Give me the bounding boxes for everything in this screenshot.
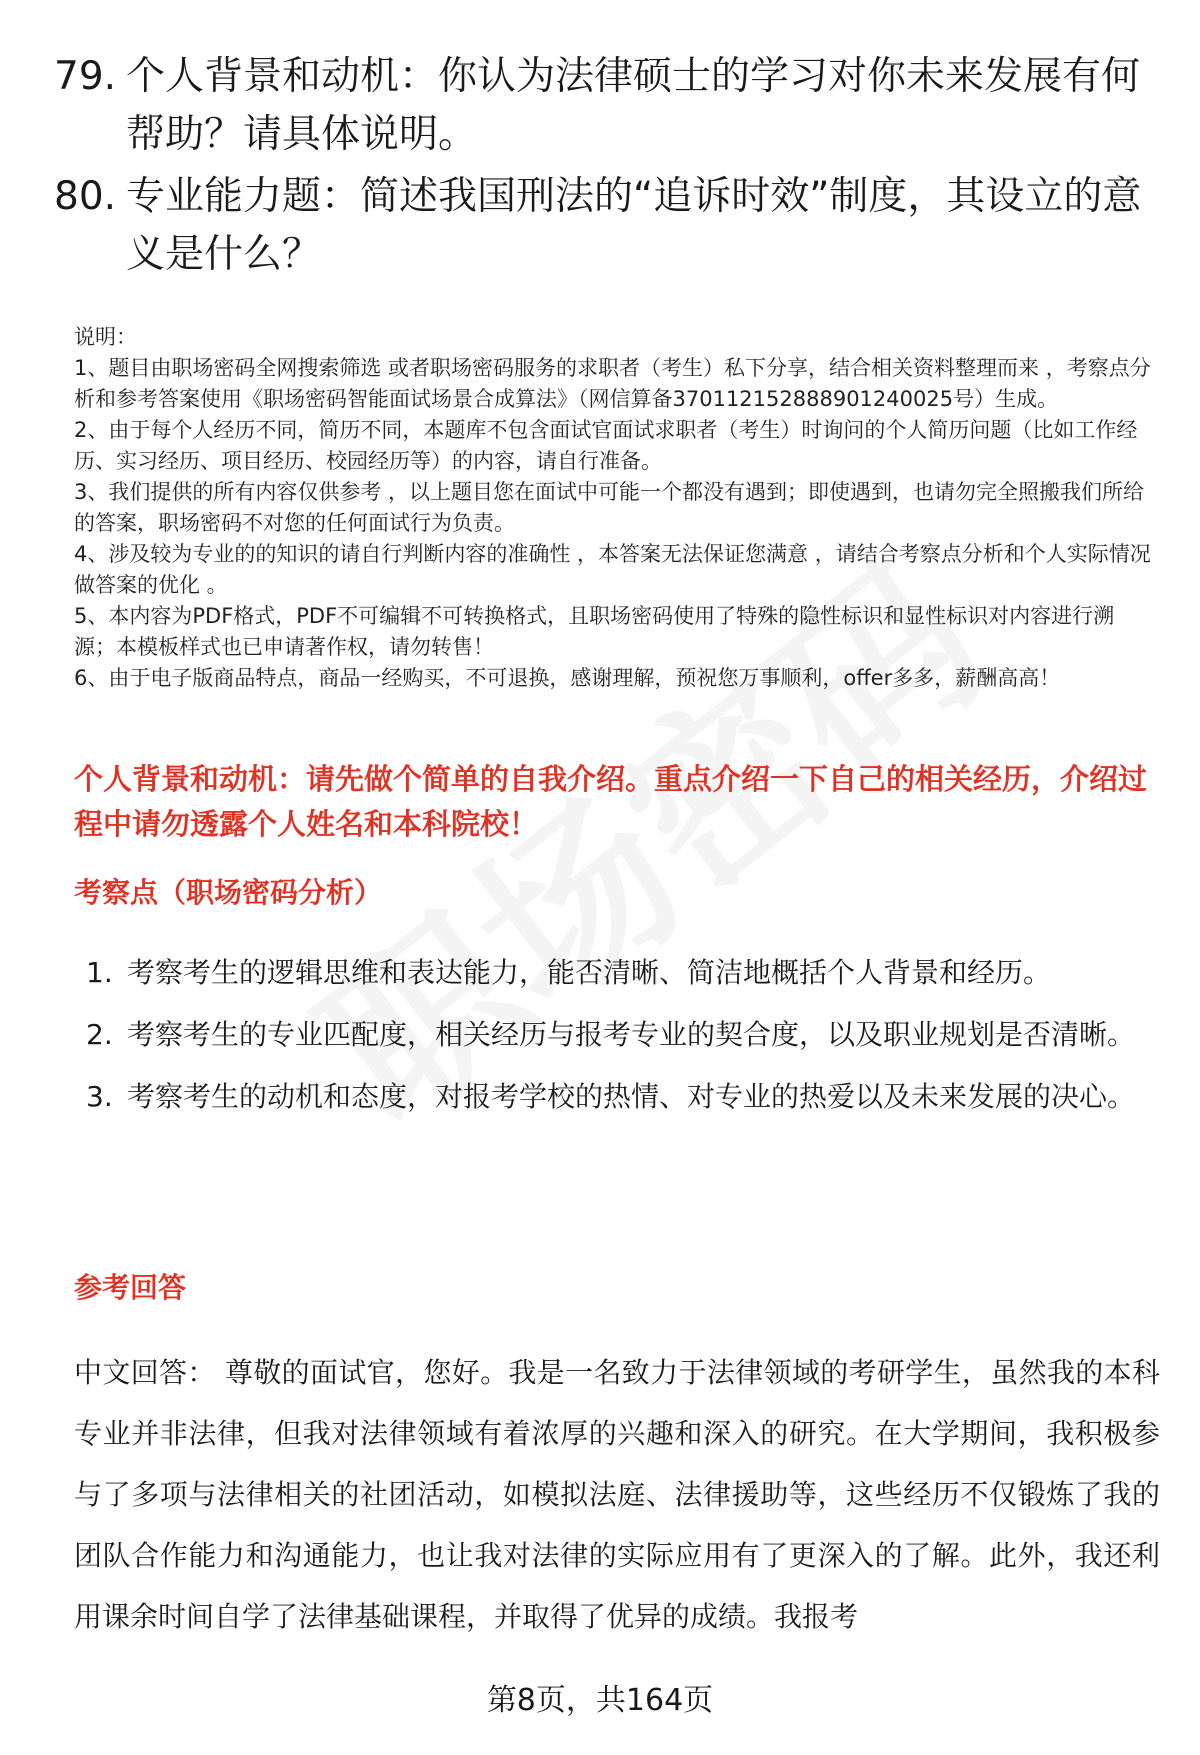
- disclaimer-notes: [74, 322, 1154, 694]
- featured-question: 个人背景和动机：请先做个简单的自我介绍。重点介绍一下自己的相关经历，介绍过程中请勿透露个人姓名和本科院校！: [74, 762, 1148, 841]
- analysis-heading: 考察点（职场密码分析）: [74, 876, 383, 909]
- page-number: 第8页，共164页: [486, 1683, 714, 1718]
- list-item: [74, 942, 1154, 1004]
- question-text: 专业能力题：简述我国刑法的“追诉时效”制度，其设立的意义是什么？: [126, 174, 1142, 277]
- answer-text: 中文回答： 尊敬的面试官，您好。我是一名致力于法律领域的考研学生，虽然我的本科专业并非法律，但我对法律领域有着浓厚的兴趣和深入的研究。在大学期间，我积极参与了多项与法律相关的社团活动，如模拟法庭、法律援助等，这些经历不仅锻炼了我的团队合作能力和沟通能力，也让我对法律的实际应用有了更深入的了解。此外，我还利用课余时间自学了法律基础课程，并取得了优异的成绩。我报考: [74, 1356, 1160, 1633]
- list-item-text: 考察考生的逻辑思维和表达能力，能否清晰、简洁地概括个人背景和经历。: [127, 956, 1052, 989]
- analysis-points: [74, 942, 1154, 1128]
- list-item-number: 2.: [86, 1018, 113, 1051]
- note-item: 2、由于每个人经历不同，简历不同，本题库不包含面试官面试求职者（考生）时询问的个人简历问题（比如工作经历、实习经历、项目经历、校园经历等）的内容，请自行准备。: [74, 418, 1138, 473]
- list-item-number: 3.: [86, 1080, 113, 1113]
- question-text: 个人背景和动机：你认为法律硕士的学习对你未来发展有何帮助？请具体说明。: [126, 54, 1141, 157]
- list-item-number: 1.: [86, 956, 113, 989]
- notes-heading: 说明：: [74, 325, 137, 349]
- question-number: 79.: [54, 54, 117, 99]
- list-item-text: 考察考生的动机和态度，对报考学校的热情、对专业的热爱以及未来发展的决心。: [127, 1080, 1136, 1113]
- question-number: 80.: [54, 174, 117, 219]
- note-item: 4、涉及较为专业的的知识的请自行判断内容的准确性 ，本答案无法保证您满意 ，请结合考察点分析和个人实际情况做答案的优化 。: [74, 542, 1151, 597]
- list-item: [74, 1066, 1154, 1128]
- note-item: 1、题目由职场密码全网搜索筛选 或者职场密码服务的求职者（考生）私下分享，结合相关资料整理而来 ，考察点分析和参考答案使用《职场密码智能面试场景合成算法》（网信算备370112152888901240025号）生成。: [74, 356, 1151, 411]
- list-item: [74, 1004, 1154, 1066]
- list-item-text: 考察考生的专业匹配度，相关经历与报考专业的契合度，以及职业规划是否清晰。: [127, 1018, 1136, 1051]
- note-item: 3、我们提供的所有内容仅供参考 ，以上题目您在面试中可能一个都没有遇到；即使遇到，也请勿完全照搬我们所给的答案，职场密码不对您的任何面试行为负责。: [74, 480, 1145, 535]
- note-item: 5、本内容为PDF格式，PDF不可编辑不可转换格式，且职场密码使用了特殊的隐性标识和显性标识对内容进行溯源；本模板样式也已申请著作权，请勿转售！: [74, 604, 1115, 659]
- note-item: 6、由于电子版商品特点，商品一经购买，不可退换，感谢理解，预祝您万事顺利，offer多多，薪酬高高！: [74, 666, 1061, 690]
- reference-heading: 参考回答: [74, 1271, 187, 1304]
- question-79: [54, 48, 1144, 164]
- question-80: [54, 168, 1144, 284]
